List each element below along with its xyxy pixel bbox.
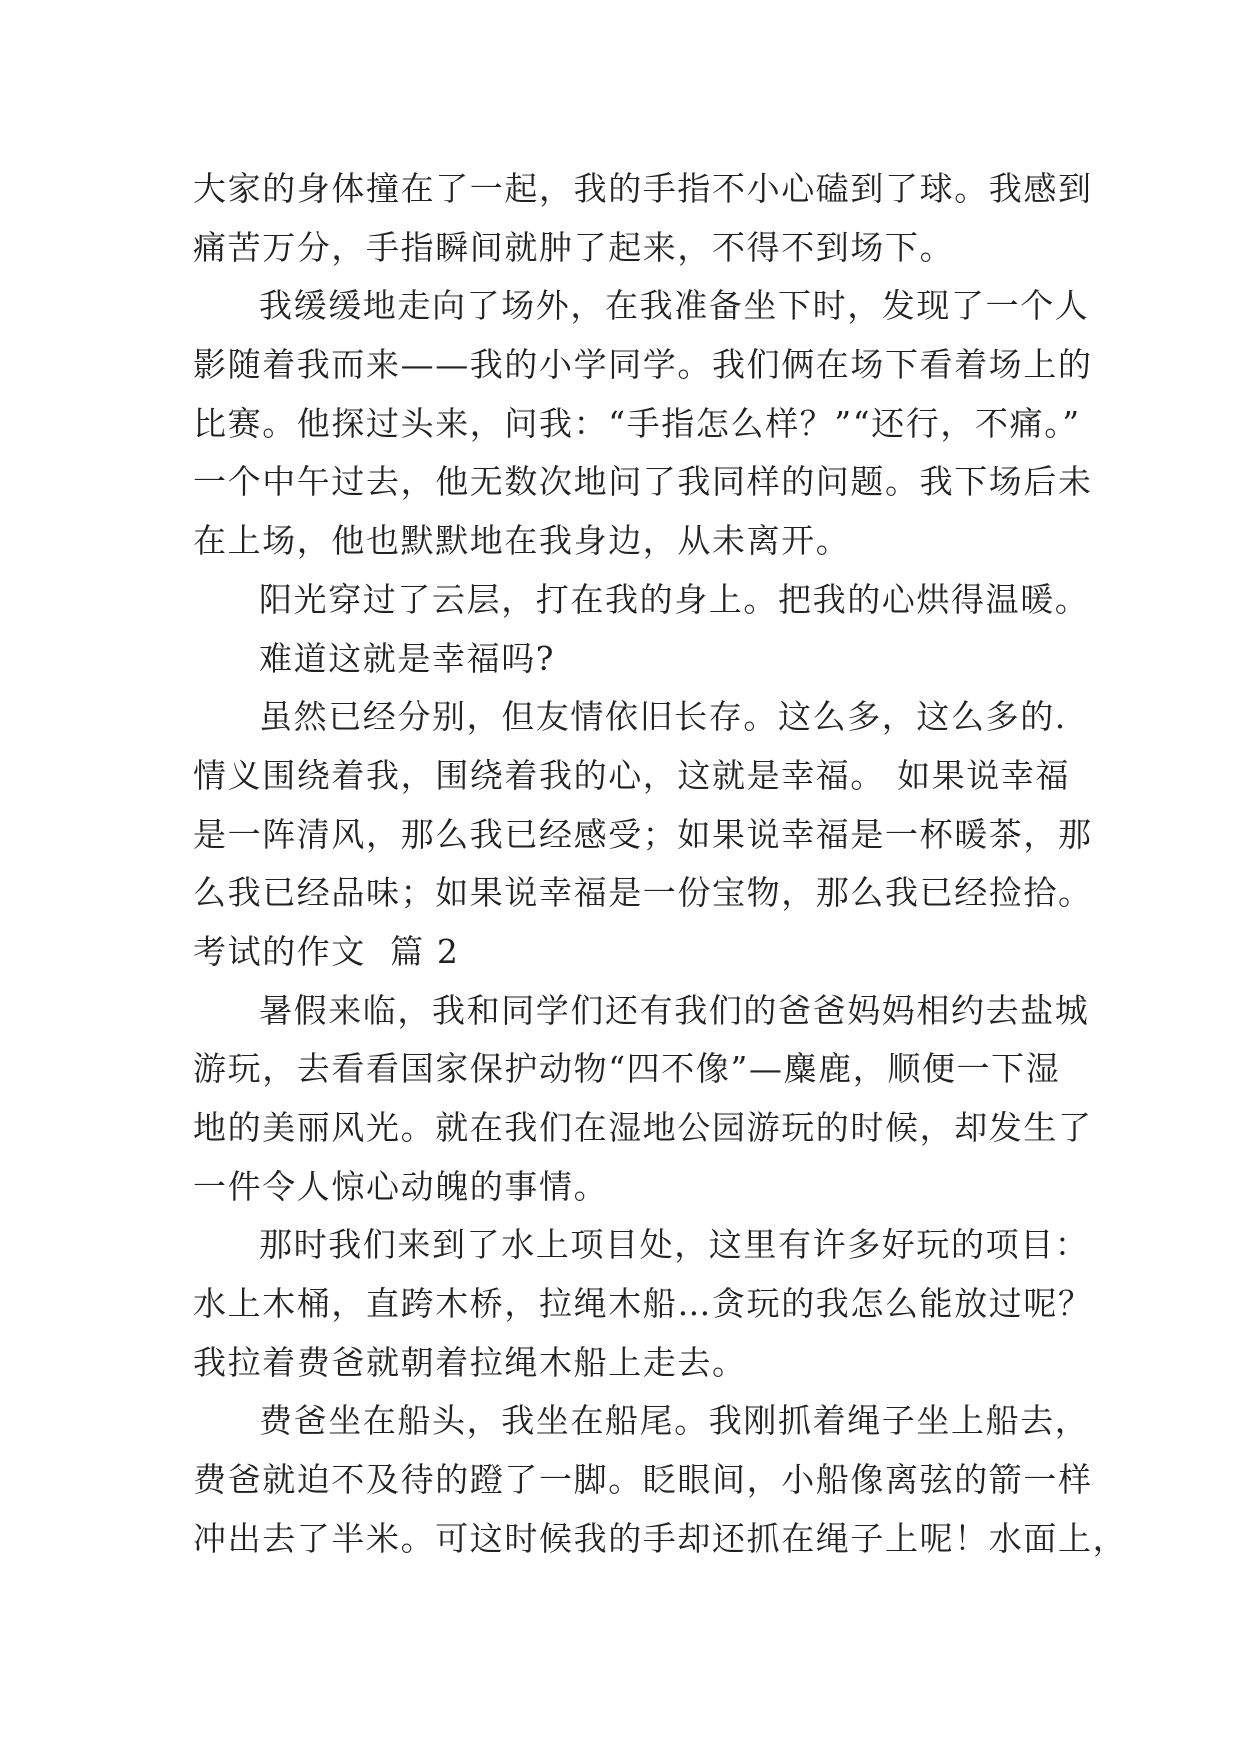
text-line: 是一阵清风，那么我已经感受；如果说幸福是一杯暖茶，那 (193, 814, 1093, 854)
text-line: 么我已经品味；如果说幸福是一份宝物，那么我已经捡拾。 (193, 873, 1093, 913)
paragraph-start-line: 阳光穿过了云层，打在我的身上。把我的心烘得温暖。 (259, 579, 1090, 619)
text-line: 游玩，去看看国家保护动物“四不像”—麋鹿，顺便一下湿 (193, 1049, 1061, 1089)
text-line: 比赛。他探过头来，问我：“手指怎么样？”“还行，不痛。” (193, 403, 1081, 443)
text-line: 地的美丽风光。就在我们在湿地公园游玩的时候，却发生了 (193, 1108, 1093, 1147)
text-line: 冲出去了半米。可这时候我的手却还抓在绳子上呢！水面上， (193, 1518, 1128, 1558)
text-line: 一件令人惊心动魄的事情。 (193, 1166, 609, 1206)
paragraph-start-line: 那时我们来到了水上项目处，这里有许多好玩的项目： (259, 1225, 1090, 1265)
paragraph-start-line: 暑假来临，我和同学们还有我们的爸爸妈妈相约去盐城 (259, 990, 1090, 1030)
text-line: 水上木桶，直跨木桥，拉绳木船…贪玩的我怎么能放过呢？ (193, 1284, 1093, 1324)
text-line: 大家的身体撞在了一起，我的手指不小心磕到了球。我感到 (193, 169, 1093, 208)
text-line: 痛苦万分，手指瞬间就肿了起来，不得不到场下。 (193, 227, 955, 267)
paragraph-start-line: 虽然已经分别，但友情依旧长存。这么多，这么多的. (259, 697, 1067, 737)
text-line: 一个中午过去，他无数次地问了我同样的问题。我下场后未 (193, 462, 1093, 502)
text-line: 费爸就迫不及待的蹬了一脚。眨眼间，小船像离弦的箭一样 (193, 1460, 1093, 1500)
text-line: 我拉着费爸就朝着拉绳木船上走去。 (193, 1342, 747, 1382)
paragraph-start-line: 难道这就是幸福吗? (259, 638, 556, 678)
text-line: 在上场，他也默默地在我身边，从未离开。 (193, 521, 851, 561)
section-heading: 考试的作文 篇 2 (193, 931, 460, 971)
text-line: 情义围绕着我，围绕着我的心，这就是幸福。 如果说幸福 (193, 755, 1071, 795)
paragraph-start-line: 费爸坐在船头，我坐在船尾。我刚抓着绳子坐上船去， (259, 1401, 1090, 1441)
text-line: 影随着我而来——我的小学同学。我们俩在场下看着场上的 (193, 345, 1093, 385)
document-body (193, 160, 1128, 1569)
paragraph-start-line: 我缓缓地走向了场外，在我准备坐下时，发现了一个人 (259, 286, 1090, 326)
